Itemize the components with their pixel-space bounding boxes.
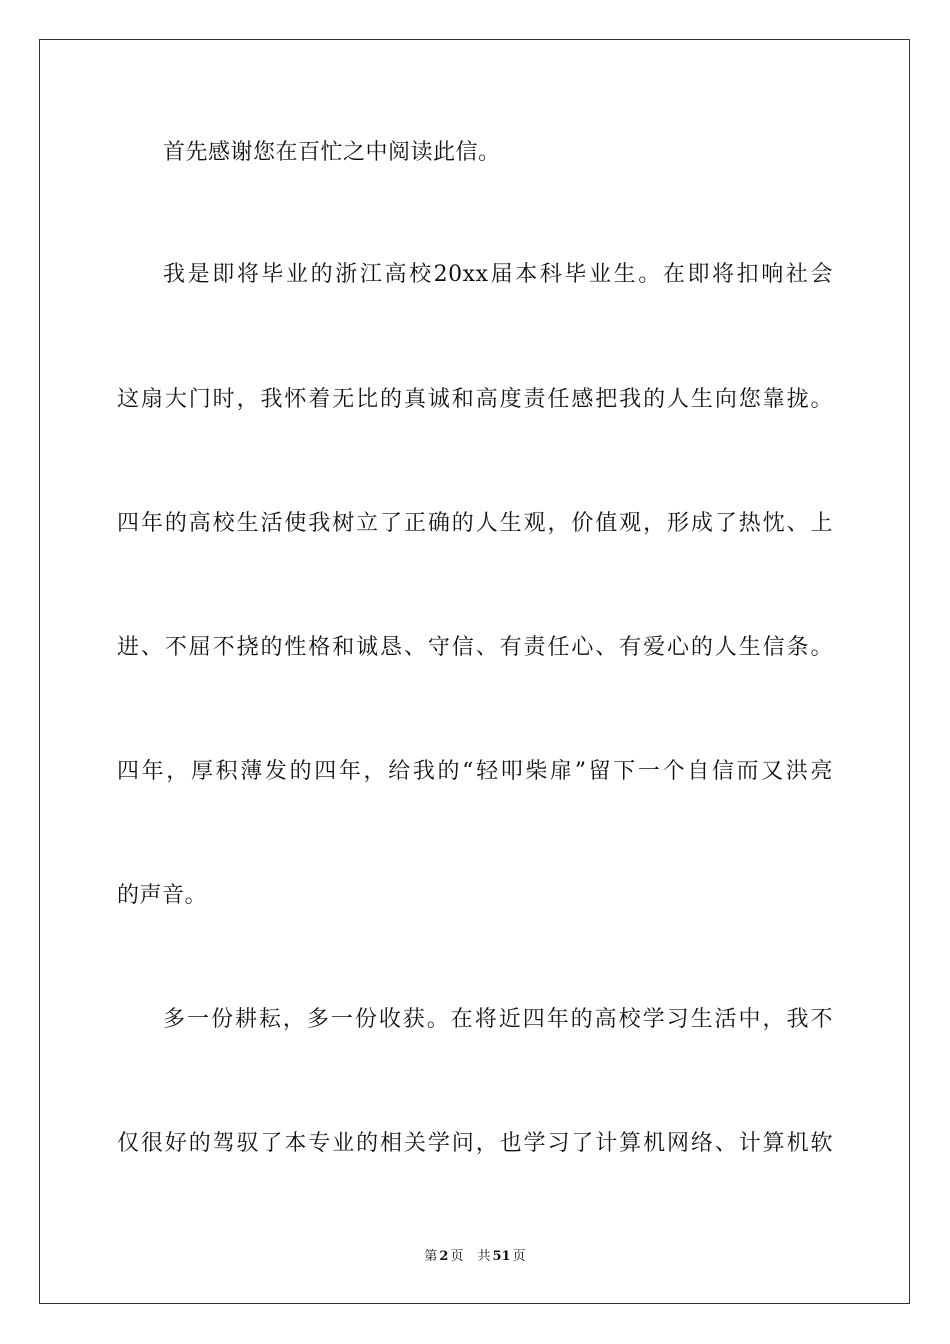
page-border: [39, 39, 910, 1304]
paragraph-line: 我是即将毕业的浙江高校20xx届本科毕业生。在即将扣响社会: [163, 262, 833, 287]
paragraph-line: 的声音。: [117, 883, 208, 908]
total-label-prefix: 共: [477, 1249, 491, 1264]
paragraph-line: 仅很好的驾驭了本专业的相关学问，也学习了计算机网络、计算机软: [117, 1131, 833, 1156]
paragraph-line: 四年的高校生活使我树立了正确的人生观，价值观，形成了热忱、上: [117, 511, 833, 536]
page-footer: [0, 1248, 950, 1266]
paragraph-line: 这扇大门时，我怀着无比的真诚和高度责任感把我的人生向您靠拢。: [117, 387, 833, 412]
page-label-suffix: 页: [450, 1249, 464, 1264]
total-page-count: 51: [492, 1249, 511, 1264]
paragraph-line: 多一份耕耘，多一份收获。在将近四年的高校学习生活中，我不: [163, 1007, 833, 1032]
paragraph-line: 首先感谢您在百忙之中阅读此信。: [163, 140, 501, 165]
total-label-suffix: 页: [512, 1249, 526, 1264]
paragraph-line: 进、不屈不挠的性格和诚恳、守信、有责任心、有爱心的人生信条。: [117, 635, 833, 660]
current-page-number: 2: [439, 1249, 449, 1264]
paragraph-line: 四年，厚积薄发的四年，给我的“轻叩柴扉”留下一个自信而又洪亮: [117, 759, 833, 784]
page-label-prefix: 第: [424, 1249, 438, 1264]
